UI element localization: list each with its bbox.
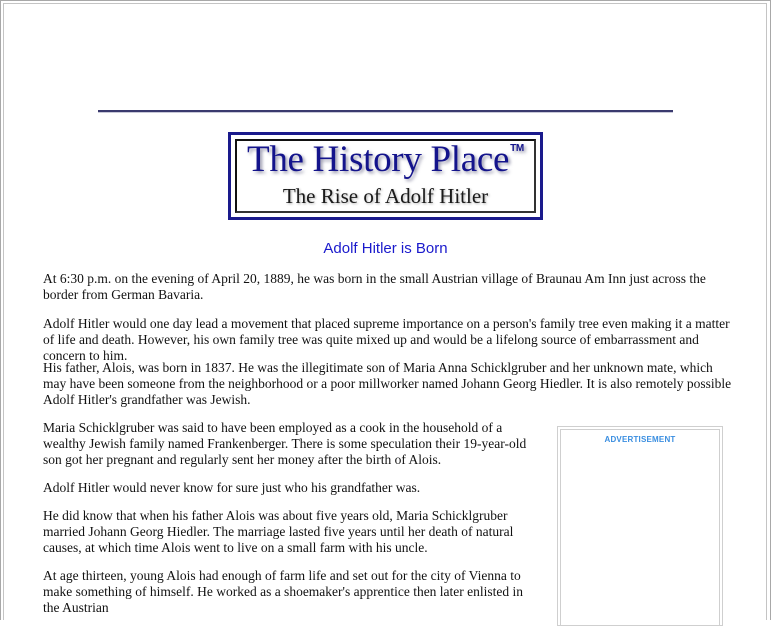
- article-heading: Adolf Hitler is Born: [323, 240, 448, 257]
- logo-title-text: The History Place: [247, 139, 510, 180]
- paragraph-hiedler-marriage: He did know that when his father Alois was about five years old, Maria Schicklgruber married Johann Georg Hiedler. The marriage lasted five years until her death of natural causes, at which time Alois went to live on a small farm with his uncle.: [43, 508, 514, 555]
- logo-title: [231, 138, 540, 181]
- site-logo[interactable]: [228, 132, 543, 220]
- logo-subtitle: The Rise of Adolf Hitler: [282, 184, 489, 208]
- paragraph-family-tree: Adolf Hitler would one day lead a movement that placed supreme importance on a person's family tree even making it a matter of life and death. However, his own family tree was quite mixed up and would be a lifelong source of embarrassment and concern to him.: [43, 316, 730, 363]
- advertisement-label: ADVERTISEMENT: [604, 435, 676, 444]
- advertisement-box[interactable]: [557, 426, 723, 626]
- paragraph-maria-schicklgruber: Maria Schicklgruber was said to have been employed as a cook in the household of a wealthy Jewish family named Frankenberger. There is some speculation their 19-year-old son got her pregnant and regularly sent her money after the birth of Alois.: [43, 420, 527, 467]
- advertisement-inner-border: [560, 429, 720, 625]
- paragraph-grandfather: Adolf Hitler would never know for sure just who his grandfather was.: [43, 480, 421, 495]
- paragraph-father-alois: His father, Alois, was born in 1837. He was the illegitimate son of Maria Anna Schicklgruber and her unknown mate, which may have been someone from the neighborhood or a poor millworker named Johann Georg Hiedler. It is also remotely possible Adolf Hitler's grandfather was Jewish.: [43, 360, 732, 407]
- horizontal-rule: [98, 110, 673, 113]
- paragraph-vienna: At age thirteen, young Alois had enough of farm life and set out for the city of Vienna to make something of himself. He worked as a shoemaker's apprentice then later enlisted in the Austrian: [43, 568, 524, 615]
- paragraph-birth: At 6:30 p.m. on the evening of April 20, 1889, he was born in the small Austrian village of Braunau Am Inn just across the border from German Bavaria.: [43, 271, 706, 302]
- trademark-symbol: TM: [510, 143, 524, 154]
